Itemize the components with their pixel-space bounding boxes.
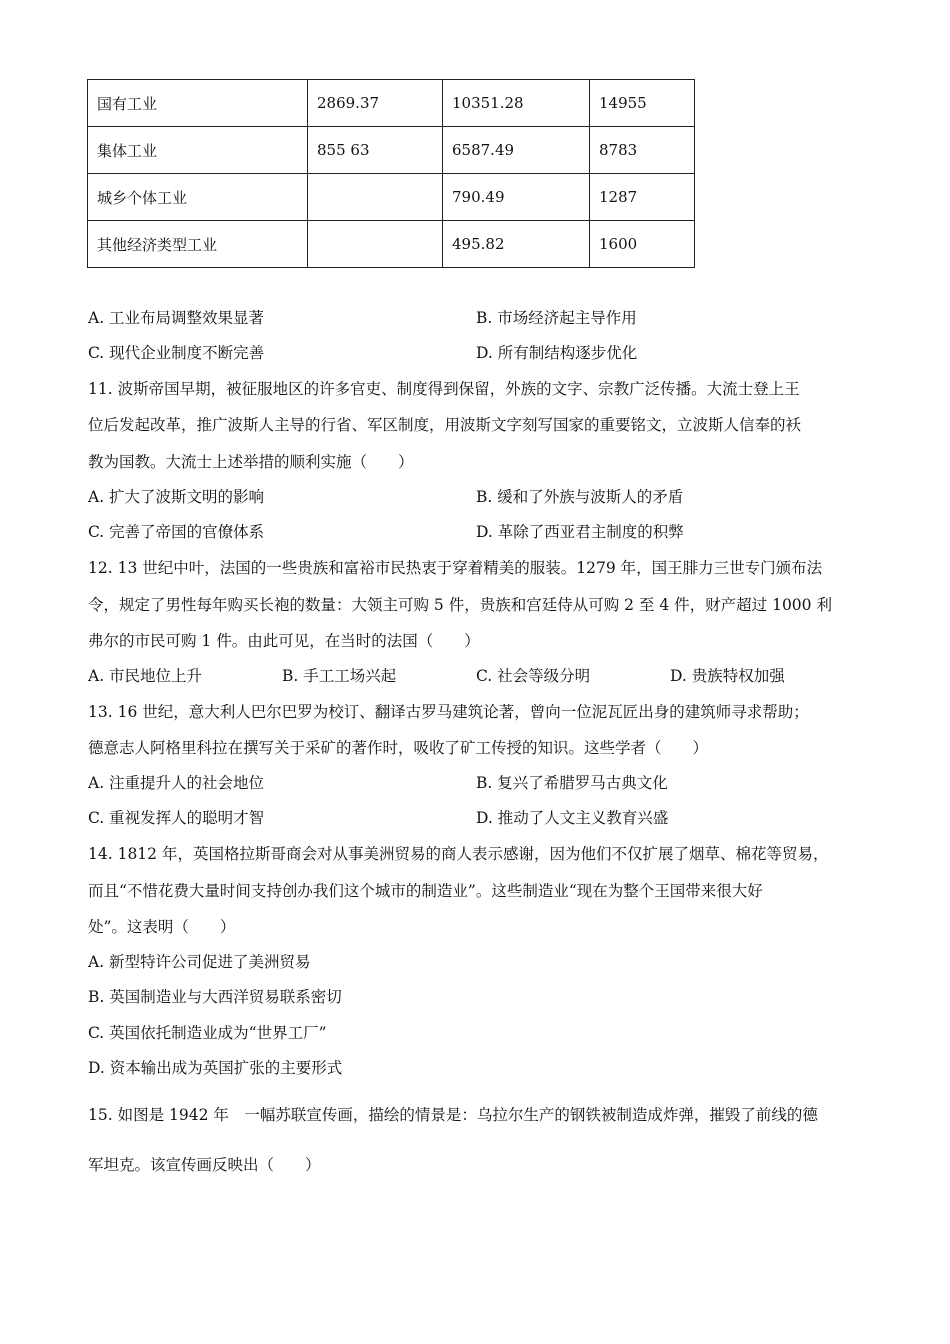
table-cell: 1287 — [590, 174, 695, 221]
table-cell: 14955 — [590, 80, 695, 127]
table-cell — [308, 174, 443, 221]
table-cell: 1600 — [590, 221, 695, 268]
industry-output-table — [87, 79, 695, 268]
table-cell — [308, 221, 443, 268]
q12-stem-line: 12. 13 世纪中叶，法国的一些贵族和富裕市民热衷于穿着精美的服装。1279 年，国王腓力三世专门颁布法 — [88, 559, 823, 577]
q13-stem-line: 13. 16 世纪，意大利人巴尔巴罗为校订、翻译古罗马建筑论著，曾向一位泥瓦匠出身的建筑师寻求帮助； — [88, 703, 809, 721]
table-row — [88, 80, 695, 127]
table-cell: 城乡个体工业 — [88, 174, 308, 221]
q14-option-c: C. 英国依托制造业成为“世界工厂” — [88, 1024, 327, 1042]
table-cell: 8783 — [590, 127, 695, 174]
q10-option-d: D. 所有制结构逐步优化 — [476, 344, 638, 362]
table-cell: 其他经济类型工业 — [88, 221, 308, 268]
q10-option-a: A. 工业布局调整效果显著 — [88, 309, 265, 327]
q13-option-c: C. 重视发挥人的聪明才智 — [88, 809, 265, 827]
q14-stem-line: 处”。这表明（ ） — [88, 918, 236, 936]
q11-stem-line: 11. 波斯帝国早期，被征服地区的许多官吏、制度得到保留，外族的文字、宗教广泛传播。大流士登上王 — [88, 380, 800, 398]
table-row — [88, 221, 695, 268]
table-cell: 855 63 — [308, 127, 443, 174]
table-row — [88, 174, 695, 221]
q12-option-d: D. 贵族特权加强 — [670, 667, 785, 685]
q11-option-b: B. 缓和了外族与波斯人的矛盾 — [476, 488, 684, 506]
q14-stem-line: 14. 1812 年，英国格拉斯哥商会对从事美洲贸易的商人表示感谢，因为他们不仅扩展了烟草、棉花等贸易， — [88, 845, 829, 863]
q12-stem-line: 弗尔的市民可购 1 件。由此可见，在当时的法国（ ） — [88, 632, 480, 650]
q13-option-a: A. 注重提升人的社会地位 — [88, 774, 265, 792]
q10-option-c: C. 现代企业制度不断完善 — [88, 344, 265, 362]
q15-stem-line: 军坦克。该宣传画反映出（ ） — [88, 1156, 321, 1174]
q14-stem-line: 而且“不惜花费大量时间支持创办我们这个城市的制造业”。这些制造业“现在为整个王国带来很大好 — [88, 882, 763, 900]
q11-stem-line: 位后发起改革，推广波斯人主导的行省、军区制度，用波斯文字刻写国家的重要铭文，立波斯人信奉的袄 — [88, 416, 802, 434]
table-row — [88, 127, 695, 174]
q12-option-a: A. 市民地位上升 — [88, 667, 203, 685]
q12-stem-line: 令，规定了男性每年购买长袍的数量：大领主可购 5 件，贵族和宫廷侍从可购 2 至 4 件，财产超过 1000 利 — [88, 596, 832, 614]
q13-stem-line: 德意志人阿格里科拉在撰写关于采矿的著作时，吸收了矿工传授的知识。这些学者（ ） — [88, 739, 709, 757]
q13-option-b: B. 复兴了希腊罗马古典文化 — [476, 774, 668, 792]
q11-stem-line: 教为国教。大流士上述举措的顺利实施（ ） — [88, 453, 414, 471]
table-cell: 10351.28 — [443, 80, 590, 127]
table-cell: 2869.37 — [308, 80, 443, 127]
q12-option-c: C. 社会等级分明 — [476, 667, 591, 685]
q11-option-d: D. 革除了西亚君主制度的积弊 — [476, 523, 684, 541]
q10-option-b: B. 市场经济起主导作用 — [476, 309, 637, 327]
table-cell: 6587.49 — [443, 127, 590, 174]
table-cell: 国有工业 — [88, 80, 308, 127]
q11-option-c: C. 完善了帝国的官僚体系 — [88, 523, 265, 541]
q14-option-d: D. 资本输出成为英国扩张的主要形式 — [88, 1059, 343, 1077]
q11-option-a: A. 扩大了波斯文明的影响 — [88, 488, 265, 506]
q15-stem-line: 15. 如图是 1942 年 一幅苏联宣传画，描绘的情景是：乌拉尔生产的钢铁被制造成炸弹，摧毁了前线的德 — [88, 1106, 818, 1124]
q14-option-a: A. 新型特许公司促进了美洲贸易 — [88, 953, 311, 971]
table-cell: 集体工业 — [88, 127, 308, 174]
q13-option-d: D. 推动了人文主义教育兴盛 — [476, 809, 669, 827]
q12-option-b: B. 手工工场兴起 — [282, 667, 397, 685]
table-cell: 790.49 — [443, 174, 590, 221]
table-cell: 495.82 — [443, 221, 590, 268]
q14-option-b: B. 英国制造业与大西洋贸易联系密切 — [88, 988, 342, 1006]
